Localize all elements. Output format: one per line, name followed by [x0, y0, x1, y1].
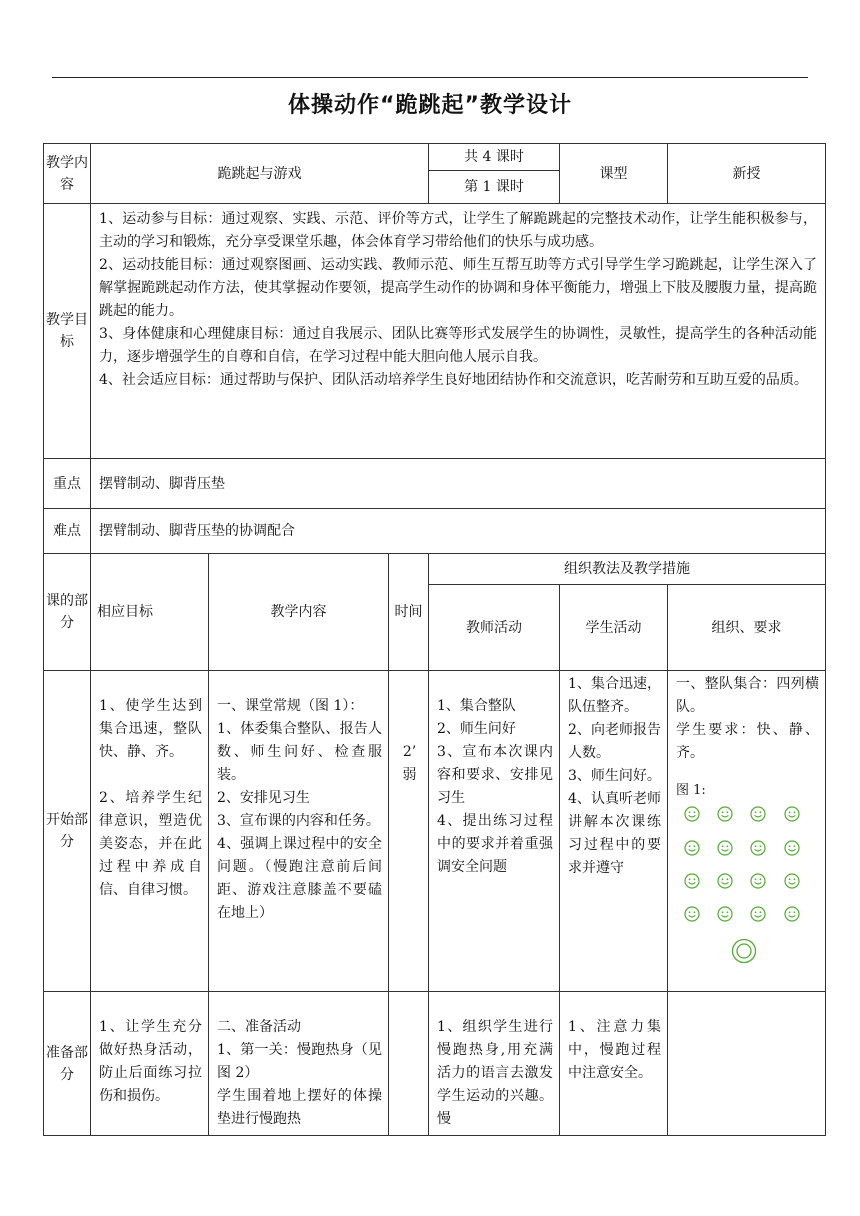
type-value: 新授	[668, 144, 826, 204]
col-time: 时间	[389, 554, 429, 671]
content-item: 3、宣布课的内容和任务。	[217, 813, 380, 829]
this-hour: 第 1 课时	[429, 171, 560, 204]
smiley-icon	[750, 906, 766, 922]
goal-item: 1、运动参与目标：通过观察、实践、示范、评价等方式，让学生了解跪跳起的完整技术动作，让学生能积极参与，主动的学习和锻炼，充分享受课堂乐趣，体会体育学习带给他们的快乐与成功感。	[99, 211, 818, 250]
table-row	[44, 671, 826, 992]
student-item: 4、认真听老师讲解本次课练习过程中的要求并遵守	[568, 791, 662, 876]
lesson-plan-table	[43, 143, 826, 1136]
student-item: 1、注意力集中，慢跑过程中注意安全。	[568, 1019, 662, 1081]
content-head: 二、准备活动	[217, 1019, 301, 1035]
figure-label: 图 1:	[676, 783, 706, 798]
content-item: 1、体委集合整队、报告人数、师生问好、检查服装。	[217, 721, 382, 783]
target-item: 2、培养学生纪律意识，塑造优美姿态，并在此过程中养成自信、自律习惯。	[99, 790, 202, 898]
time-cell	[389, 671, 429, 992]
student-cell	[560, 992, 668, 1136]
teacher-item: 1、集合整队	[437, 698, 516, 714]
page-title: 体操动作“跪跳起”教学设计	[288, 93, 572, 118]
student-item: 3、师生问好。	[568, 768, 661, 784]
teacher-cell	[429, 992, 560, 1136]
key-point-label: 重点	[44, 459, 91, 509]
smiley-icon	[784, 906, 800, 922]
goal-item: 4、社会适应目标：通过帮助与保护、团队活动培养学生良好地团结协作和交流意识，吃苦耐劳和互助互爱的品质。	[99, 372, 808, 388]
smiley-icon	[684, 906, 700, 922]
target-icon	[731, 938, 757, 964]
content-cell	[209, 992, 389, 1136]
content-value: 跪跳起与游戏	[91, 144, 429, 204]
content-label: 教学内容	[44, 144, 91, 204]
col-target: 相应目标	[91, 554, 209, 671]
target-item: 1、让学生充分做好热身活动，防止后面练习拉伤和损伤。	[99, 1019, 202, 1104]
formation-figure	[676, 802, 819, 987]
key-point-value: 摆臂制动、脚背压垫	[91, 459, 826, 509]
smiley-icon	[684, 806, 700, 822]
goal-item: 3、身体健康和心理健康目标：通过自我展示、团队比赛等形式发展学生的协调性，灵敏性，提高学生的各种活动能力，逐步增强学生的自尊和自信，在学习过程中能大胆向他人展示自我。	[99, 326, 818, 365]
table-row	[44, 992, 826, 1136]
content-head: 一、课堂常规（图 1）：	[217, 698, 364, 714]
col-org: 组织、要求	[668, 585, 826, 671]
content-item: 2、安排见习生	[217, 790, 310, 806]
smiley-icon	[717, 840, 733, 856]
teacher-item: 4、提出练习过程中的要求并着重强调安全问题	[437, 813, 554, 875]
target-cell	[91, 671, 209, 992]
col-student: 学生活动	[560, 585, 668, 671]
teacher-item: 3、宣布本次课内容和要求、安排见习生	[437, 744, 554, 806]
student-cell	[560, 671, 668, 992]
smiley-icon	[717, 906, 733, 922]
teacher-item: 2、师生问好	[437, 721, 516, 737]
smiley-icon	[750, 873, 766, 889]
content-cell	[209, 671, 389, 992]
header-rule	[52, 77, 808, 78]
smiley-icon	[717, 873, 733, 889]
goals-label: 教学目标	[44, 204, 91, 459]
intensity-value: 弱	[402, 767, 417, 783]
smiley-icon	[684, 873, 700, 889]
difficulty-label: 难点	[44, 509, 91, 554]
part-label: 开始部分	[44, 671, 91, 992]
col-content: 教学内容	[209, 554, 389, 671]
smiley-icon	[784, 806, 800, 822]
goals-text	[91, 204, 826, 459]
time-value: 2’	[402, 744, 417, 760]
teacher-item: 1、组织学生进行慢跑热身,用充满活力的语言去激发学生运动的兴趣。慢	[437, 1019, 554, 1127]
target-item: 1、使学生达到集合迅速，整队快、静、齐。	[99, 698, 202, 760]
smiley-icon	[784, 840, 800, 856]
content-item: 4、强调上课过程中的安全问题。（慢跑注意前后间距、游戏注意膝盖不要磕在地上）	[217, 836, 382, 921]
time-cell	[389, 992, 429, 1136]
col-org-group: 组织教法及教学措施	[429, 554, 826, 585]
col-part: 课的部分	[44, 554, 91, 671]
total-hours: 共 4 课时	[429, 144, 560, 171]
col-teacher: 教师活动	[429, 585, 560, 671]
smiley-icon	[784, 873, 800, 889]
target-cell	[91, 992, 209, 1136]
difficulty-value: 摆臂制动、脚背压垫的协调配合	[91, 509, 826, 554]
smiley-icon	[750, 840, 766, 856]
org-cell	[668, 992, 826, 1136]
student-item: 1、集合迅速，队伍整齐。	[568, 676, 662, 715]
content-item: 学生围着地上摆好的体操垫进行慢跑热	[217, 1088, 382, 1127]
org-item: 学生要求：快、静、齐。	[676, 722, 820, 761]
smiley-icon	[750, 806, 766, 822]
org-cell	[668, 671, 826, 992]
student-item: 2、向老师报告人数。	[568, 722, 662, 761]
teacher-cell	[429, 671, 560, 992]
org-item: 一、整队集合：四列横队。	[676, 676, 820, 715]
goal-item: 2、运动技能目标：通过观察图画、运动实践、教师示范、师生互帮互助等方式引导学生学习跪跳起，让学生深入了解掌握跪跳起动作方法，使其掌握动作要领，提高学生动作的协调和身体平衡能力，增强上下肢及腰腹力量，提高跪跳起的能力。	[99, 257, 818, 319]
smiley-icon	[684, 840, 700, 856]
part-label: 准备部分	[44, 992, 91, 1136]
smiley-icon	[717, 806, 733, 822]
content-item: 1、第一关：慢跑热身（见图 2）	[217, 1042, 382, 1081]
type-label: 课型	[560, 144, 668, 204]
